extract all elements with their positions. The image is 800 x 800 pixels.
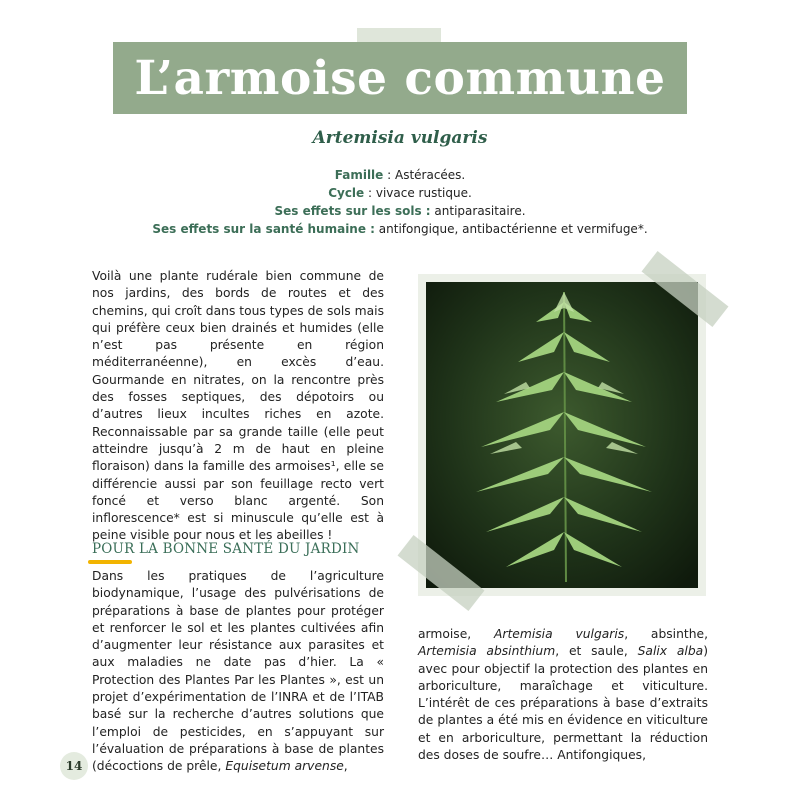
fact-cycle-label: Cycle [328,186,365,200]
section-left-text: Dans les pratiques de l’agriculture biodynamique, l’usage des pulvérisations de préparations à base de plantes pour protéger et renforcer le sol et les plantes cultivées afin d’augmenter leur résistance aux parasites et aux maladies ne date pas d’hier. La « Protection des Plantes Par les Plantes », est un projet d’expérimentation de l’INRA et de l’ITAB basé sur la recherche d’autres solutions que l’emploi de pesticides, en s’appuyant sur l’évaluation de préparations à base de plantes (décoctions de prêle, [92,569,384,774]
right-text-e: , et saule, [555,644,638,659]
fact-health-value: antifongique, antibactérienne et vermifuge*. [374,222,648,236]
right-italic-f: Salix alba [637,644,704,659]
fact-soil-value: antiparasitaire. [430,204,526,218]
fact-health-label: Ses effets sur la santé humaine : [152,222,375,236]
fact-family-label: Famille [334,168,384,182]
section-left-end: , [343,759,348,774]
right-italic-d: Artemisia absinthium [418,644,556,659]
page-number: 14 [60,752,88,780]
mugwort-plant-illustration [426,282,698,588]
section-paragraph-left [92,568,384,776]
section-paragraph-right [418,626,708,764]
fact-soil-label: Ses effets sur les sols : [274,204,431,218]
page-title: L’armoise commune [134,50,666,106]
plant-facts [0,166,800,238]
fact-family [0,166,800,184]
section-heading: POUR LA BONNE SANTÉ DU JARDIN [92,541,360,557]
intro-paragraph: Voilà une plante rudérale bien commune de nos jardins, des bords de routes et des chemins, qui croît dans tous types de sols mais qui préfère ceux bien drainés et humides (elle n’est pas présente en région méditerranéenne), en excès d’eau. Gourmande en nitrates, on la rencontre près des fosses septiques, des dépotoirs ou d’autres lieux incultes riches en azote. Reconnaissable par sa grande taille (elle peut atteindre jusqu’à 2 m de haut en pleine floraison) dans la famille des armoises¹, elle se différencie aussi par son feuillage recto vert foncé et verso blanc argenté. Son inflorescence* est si minuscule qu’elle est à peine visible pour nous et les abeilles ! [92,269,384,543]
latin-name: Artemisia vulgaris [312,128,488,148]
fact-cycle-value: : vivace rustique. [364,186,472,200]
mugwort-photo [426,282,698,588]
section-heading-underline [88,560,132,564]
right-text-c: , absinthe, [624,627,708,641]
right-text-a: armoise, [418,627,495,641]
fact-health [0,220,800,238]
fact-family-value: : Astéracées. [383,168,466,182]
fact-soil [0,202,800,220]
right-italic-b: Artemisia vulgaris [494,627,625,641]
right-text-g: ) avec pour objectif la protection des plantes en arboriculture, maraîchage et viticulture. L’intérêt de ces préparations à base d’extraits de plantes a été mis en évidence en viticulture et en arboriculture, permettant la réduction des doses de soufre… Antifongiques, [418,644,708,763]
fact-cycle [0,184,800,202]
section-left-italic: Equisetum arvense [225,759,344,774]
